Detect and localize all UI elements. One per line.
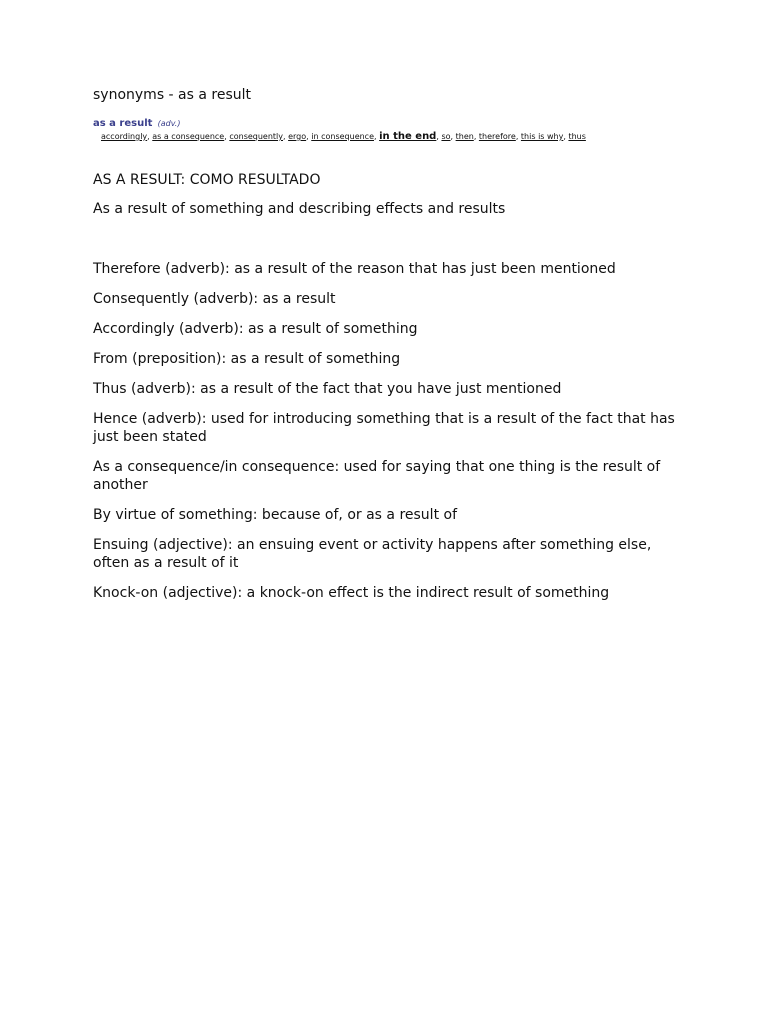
document-title: synonyms - as a result xyxy=(93,87,252,103)
synonym-link[interactable]: in the end xyxy=(379,131,437,142)
definition-entry: Knock-on (adjective): a knock-on effect is the indirect result of something xyxy=(93,585,610,601)
thesaurus-headword: as a result xyxy=(93,118,153,129)
synonym-link[interactable]: ergo xyxy=(288,132,307,141)
synonym-link[interactable]: thus xyxy=(568,132,586,141)
definition-entry: Thus (adverb): as a result of the fact that you have just mentioned xyxy=(93,381,562,397)
synonym-separator: , xyxy=(450,132,456,141)
synonym-link[interactable]: as a consequence xyxy=(152,132,225,141)
intro-text: As a result of something and describing effects and results xyxy=(93,201,506,217)
section-heading: AS A RESULT: COMO RESULTADO xyxy=(93,172,321,188)
definition-entry: From (preposition): as a result of something xyxy=(93,351,401,367)
definition-list xyxy=(93,260,678,614)
synonym-separator: , xyxy=(436,132,442,141)
synonym-link[interactable]: then xyxy=(455,132,474,141)
synonym-separator: , xyxy=(147,132,153,141)
synonym-separator: , xyxy=(283,132,289,141)
synonym-link[interactable]: this is why xyxy=(520,132,564,141)
definition-entry: By virtue of something: because of, or as a result of xyxy=(93,507,458,523)
definition-entry: Hence (adverb): used for introducing something that is a result of the fact that has just been stated xyxy=(93,411,675,445)
synonym-separator: , xyxy=(224,132,230,141)
synonym-link[interactable]: accordingly xyxy=(101,132,148,141)
synonym-link[interactable]: therefore xyxy=(478,132,516,141)
synonym-separator: , xyxy=(306,132,312,141)
synonym-link[interactable]: in consequence xyxy=(311,132,374,141)
definition-entry: Therefore (adverb): as a result of the reason that has just been mentioned xyxy=(93,261,616,277)
synonym-separator: , xyxy=(473,132,479,141)
definition-entry: Consequently (adverb): as a result xyxy=(93,291,336,307)
thesaurus-heading xyxy=(93,117,673,130)
definition-entry: Accordingly (adverb): as a result of something xyxy=(93,321,418,337)
synonym-separator: , xyxy=(374,132,380,141)
thesaurus-part-of-speech: (adv.) xyxy=(157,119,181,128)
definition-entry: Ensuing (adjective): an ensuing event or activity happens after something else, often as a result of it xyxy=(93,537,652,571)
synonym-link[interactable]: so xyxy=(441,132,451,141)
thesaurus-entry xyxy=(93,117,673,143)
synonym-separator: , xyxy=(515,132,521,141)
synonym-separator: , xyxy=(563,132,569,141)
definition-entry: As a consequence/in consequence: used for saying that one thing is the result of another xyxy=(93,459,661,493)
synonym-link[interactable]: consequently xyxy=(229,132,284,141)
synonym-list xyxy=(101,131,673,143)
